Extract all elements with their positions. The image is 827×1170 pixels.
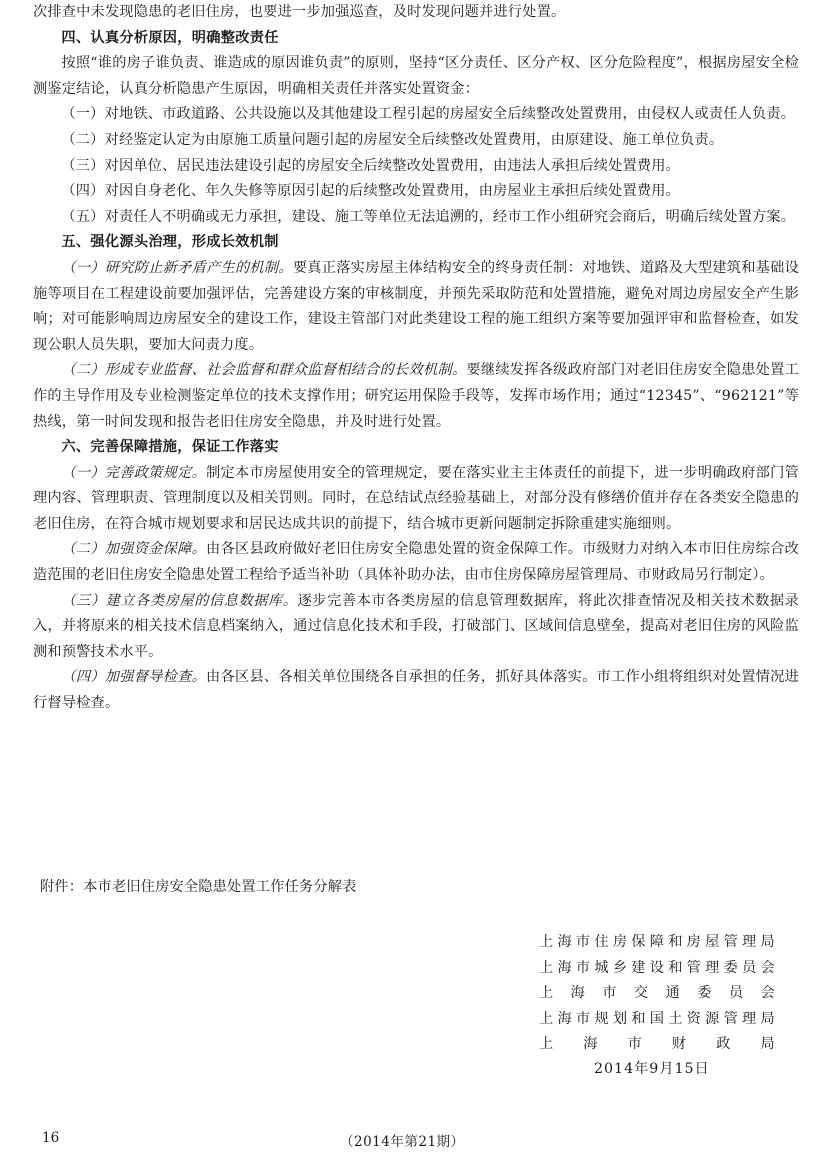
attachment-note: 附件：本市老旧住房安全隐患处置工作任务分解表 xyxy=(40,879,357,895)
page-number: 16 xyxy=(42,1130,60,1146)
item-lead: （四）加强督导检查。 xyxy=(61,669,207,686)
section-5-item-2 xyxy=(33,358,799,435)
section-4-item-2: （二）对经鉴定认定为由原施工质量问题引起的房屋安全后续整改处置费用，由原建设、施工单位负责。 xyxy=(61,131,724,148)
section-5-item-1 xyxy=(33,256,799,358)
signer-planning-bureau: 上海市规划和国土资源管理局 xyxy=(539,1010,775,1027)
signer-construction-commission: 上海市城乡建设和管理委员会 xyxy=(539,959,775,976)
section-6-item-1 xyxy=(33,461,799,538)
section-4-item-1: （一）对地铁、市政道路、公共设施以及其他建设工程引起的房屋安全后续整改处置费用，由侵权人或责任人负责。 xyxy=(61,106,796,123)
item-text: 要真正落实房屋主体结构安全的终身责任制：对地铁、道路及大型建筑和基础设施等项目在工程建设前要加强评估，完善建设方案的审核制度，并预先采取防范和处置措施，避免对周边房屋安全产生影响；对可能影响周边房屋安全的建设工作，建设主管部门对此类建设工程的施工组织方案等要加强评审和监督检查，如发现公职人员失职，要加大问责力度。 xyxy=(33,259,799,353)
section-6-item-3 xyxy=(33,589,799,666)
section-4-heading: 四、认真分析原因，明确整改责任 xyxy=(61,29,279,46)
item-lead: （二）形成专业监督、社会监督和群众监督相结合的长效机制。 xyxy=(61,362,467,379)
signer-housing-bureau: 上海市住房保障和房屋管理局 xyxy=(539,934,775,950)
section-4-intro: 按照“谁的房子谁负责、谁造成的原因谁负责”的原则，坚持“区分责任、区分产权、区分危险程度”，根据房屋安全检测鉴定结论，认真分析隐患产生原因，明确相关责任并落实处置资金： xyxy=(33,55,799,97)
item-lead: （二）加强资金保障。 xyxy=(61,541,207,558)
document-body xyxy=(33,0,799,717)
section-4-item-4: （四）对因自身老化、年久失修等原因引起的后续整改处置费用，由房屋业主承担后续处置费用。 xyxy=(61,183,681,200)
item-text: 要继续发挥各级政府部门对老旧住房安全隐患处置工作的主导作用及专业检测鉴定单位的技术支撑作用；研究运用保险手段等，发挥市场作用；通过“12345”、“962121”等热线，第一时间发现和报告老旧住房安全隐患，并及时进行处置。 xyxy=(33,362,799,430)
section-4-item-5: （五）对责任人不明确或无力承担，建设、施工等单位无法追溯的，经市工作小组研究会商后，明确后续处置方案。 xyxy=(61,208,796,225)
item-lead: （一）完善政策规定。 xyxy=(61,464,207,481)
item-text: 由各区县、各相关单位围绕各自承担的任务，抓好具体落实。市工作小组将组织对处置情况进行督导检查。 xyxy=(33,669,799,712)
section-6-heading: 六、完善保障措施，保证工作落实 xyxy=(61,439,279,456)
document-date: 2014年9月15日 xyxy=(594,1061,710,1077)
section-6-item-2 xyxy=(33,537,799,588)
issue-label: （2014年第21期） xyxy=(340,1134,465,1150)
signer-transport-commission: 上海市交通委员会 xyxy=(539,985,775,1001)
continuation-line: 次排查中未发现隐患的老旧住房，也要进一步加强巡查，及时发现问题并进行处置。 xyxy=(33,4,566,20)
item-text: 制定本市房屋使用安全的管理规定，要在落实业主主体责任的前提下，进一步明确政府部门管理内容、管理职责、管理制度以及相关罚则。同时，在总结试点经验基础上，对部分没有修缮价值并存在各类安全隐患的老旧住房，在符合城市规划要求和居民达成共识的前提下，结合城市更新问题制定拆除重建实施细则。 xyxy=(33,464,799,532)
item-lead: （一）研究防止新矛盾产生的机制。 xyxy=(61,259,293,276)
signatory-block xyxy=(539,930,775,1058)
section-5-heading: 五、强化源头治理，形成长效机制 xyxy=(61,234,279,251)
section-6-item-4 xyxy=(33,665,799,716)
section-4-item-3: （三）对因单位、居民违法建设引起的房屋安全后续整改处置费用，由违法人承担后续处置费用。 xyxy=(61,157,681,174)
item-text: 逐步完善本市各类房屋的信息管理数据库，将此次排查情况及相关技术数据录入，并将原来的相关技术信息档案纳入，通过信息化技术和手段，打破部门、区域间信息壁垒，提高对老旧住房的风险监测和预警技术水平。 xyxy=(33,592,799,660)
signer-finance-bureau: 上海市财政局 xyxy=(539,1036,775,1052)
item-lead: （三）建立各类房屋的信息数据库。 xyxy=(61,592,298,609)
item-text: 由各区县政府做好老旧住房安全隐患处置的资金保障工作。市级财力对纳入本市旧住房综合改造范围的老旧住房安全隐患处置工程给予适当补助（具体补助办法，由市住房保障房屋管理局、市财政局另行制定）。 xyxy=(33,541,799,584)
